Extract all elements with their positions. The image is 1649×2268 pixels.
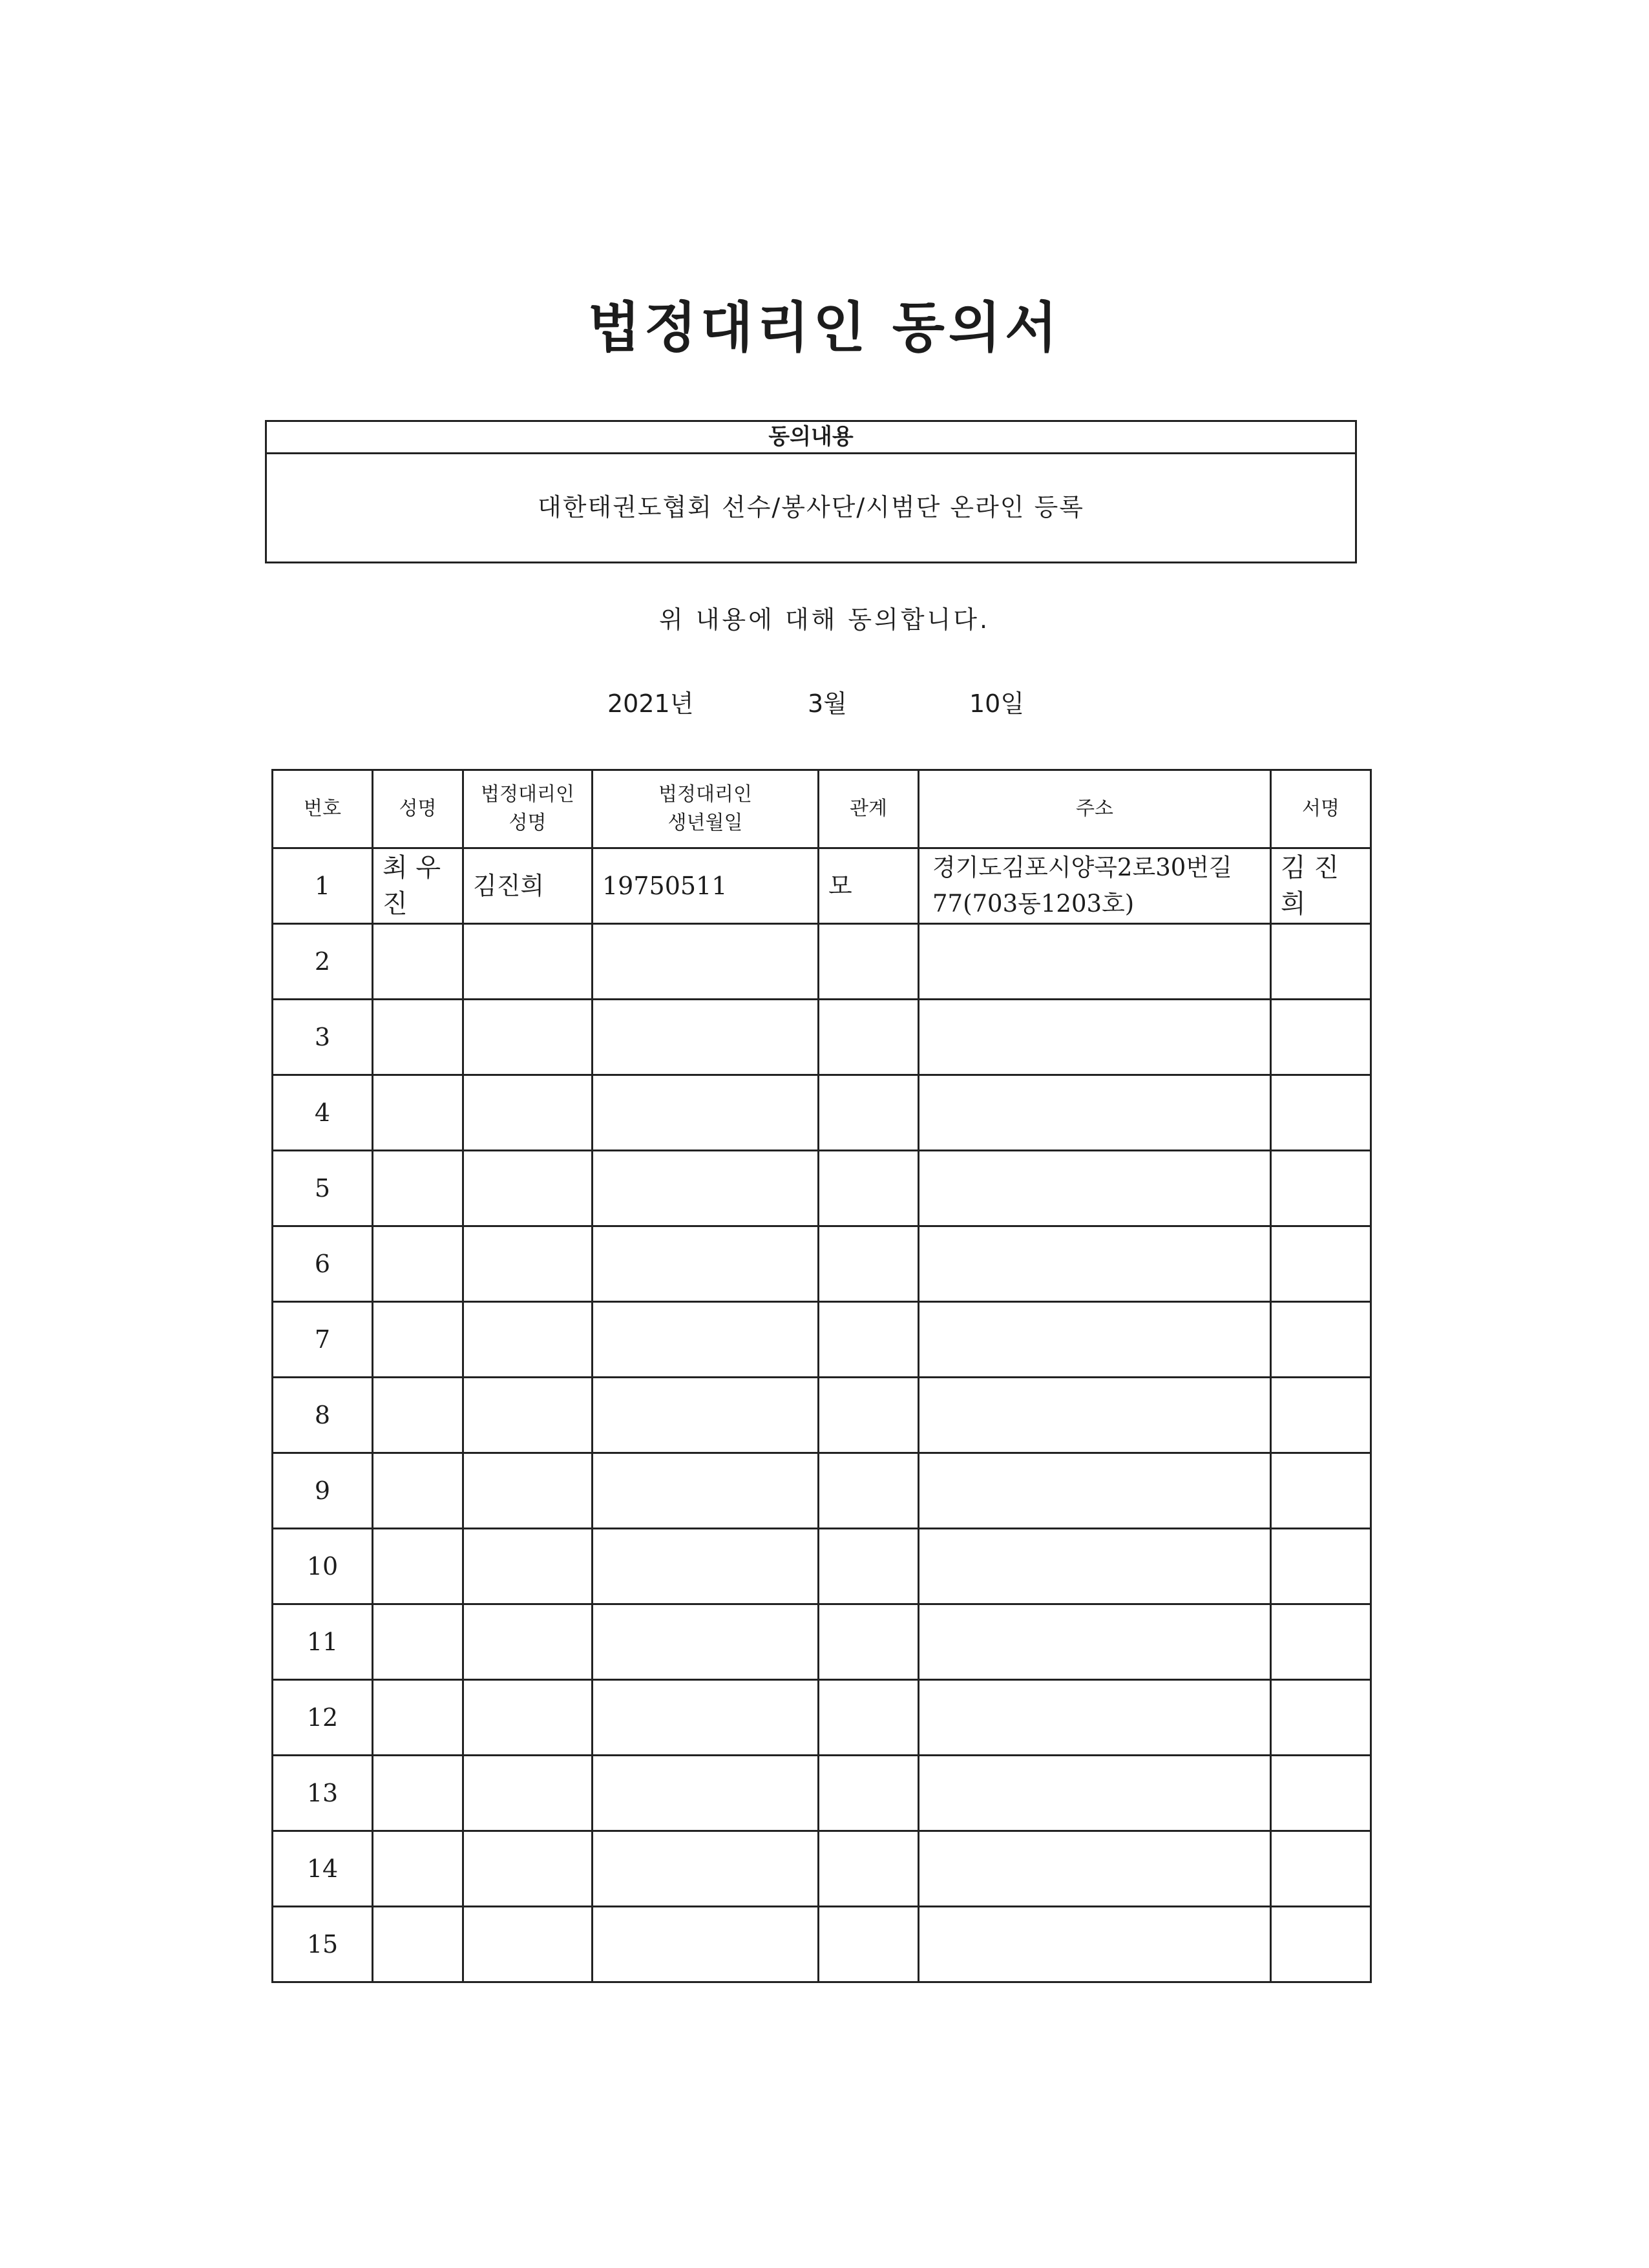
header-guardian-name: 법정대리인 성명 — [463, 770, 593, 848]
consent-content: 대한태권도협회 선수/봉사단/시범단 온라인 등록 — [537, 493, 1084, 521]
row-number: 1 — [273, 848, 373, 924]
row-name — [373, 1756, 463, 1831]
table-row — [273, 1756, 1371, 1831]
row-signature — [1271, 924, 1371, 1000]
row-address — [919, 1453, 1271, 1529]
row-signature — [1271, 1907, 1371, 1982]
table-row — [273, 1075, 1371, 1151]
row-name — [373, 1907, 463, 1982]
row-relation — [819, 1680, 919, 1756]
row-signature — [1271, 1302, 1371, 1378]
row-guardian-birth — [593, 1000, 819, 1075]
table-row — [273, 1453, 1371, 1529]
table-row — [273, 1604, 1371, 1680]
row-guardian-birth — [593, 1680, 819, 1756]
row-guardian-name — [463, 1756, 593, 1831]
row-name — [373, 1226, 463, 1302]
row-name — [373, 1378, 463, 1453]
row-signature — [1271, 1075, 1371, 1151]
row-signature — [1271, 1831, 1371, 1907]
row-guardian-birth — [593, 1378, 819, 1453]
row-number: 5 — [273, 1151, 373, 1226]
header-guardian-birth: 법정대리인 생년월일 — [593, 770, 819, 848]
date-day: 10일 — [969, 689, 1025, 718]
row-address — [919, 1000, 1271, 1075]
row-name — [373, 1453, 463, 1529]
row-name — [373, 1151, 463, 1226]
document-title: 법정대리인 동의서 — [587, 296, 1062, 359]
row-signature — [1271, 1604, 1371, 1680]
row-address — [919, 1302, 1271, 1378]
row-signature — [1271, 1000, 1371, 1075]
row-guardian-birth: 19750511 — [593, 848, 819, 924]
row-guardian-birth — [593, 1151, 819, 1226]
row-relation — [819, 1907, 919, 1982]
row-name — [373, 1075, 463, 1151]
row-signature — [1271, 1680, 1371, 1756]
row-signature: 김 진 희 — [1271, 848, 1371, 924]
date-month: 3월 — [808, 689, 847, 718]
row-guardian-birth — [593, 1756, 819, 1831]
table-row — [273, 1529, 1371, 1604]
row-number: 7 — [273, 1302, 373, 1378]
row-guardian-name: 김진희 — [463, 848, 593, 924]
table-row — [273, 1680, 1371, 1756]
row-signature — [1271, 1378, 1371, 1453]
row-relation — [819, 1831, 919, 1907]
row-address — [919, 1604, 1271, 1680]
row-relation — [819, 1378, 919, 1453]
table-row — [273, 1000, 1371, 1075]
row-address — [919, 1378, 1271, 1453]
row-guardian-name — [463, 1907, 593, 1982]
row-address — [919, 1756, 1271, 1831]
row-name — [373, 1000, 463, 1075]
row-guardian-name — [463, 1378, 593, 1453]
table-row — [273, 848, 1371, 924]
row-address — [919, 1075, 1271, 1151]
row-number: 14 — [273, 1831, 373, 1907]
consent-header: 동의내용 — [267, 422, 1355, 454]
row-name — [373, 1529, 463, 1604]
row-address — [919, 1151, 1271, 1226]
row-relation — [819, 1604, 919, 1680]
row-guardian-name — [463, 924, 593, 1000]
row-number: 4 — [273, 1075, 373, 1151]
row-number: 3 — [273, 1000, 373, 1075]
row-name — [373, 1302, 463, 1378]
row-relation — [819, 1529, 919, 1604]
header-address: 주소 — [919, 770, 1271, 848]
row-address — [919, 924, 1271, 1000]
header-name: 성명 — [373, 770, 463, 848]
row-signature — [1271, 1453, 1371, 1529]
row-guardian-birth — [593, 1302, 819, 1378]
row-signature — [1271, 1226, 1371, 1302]
row-guardian-name — [463, 1151, 593, 1226]
row-guardian-name — [463, 1075, 593, 1151]
row-guardian-birth — [593, 1907, 819, 1982]
row-address — [919, 1907, 1271, 1982]
row-number: 12 — [273, 1680, 373, 1756]
row-number: 15 — [273, 1907, 373, 1982]
table-header-row — [273, 770, 1371, 848]
row-relation — [819, 924, 919, 1000]
table-row — [273, 1831, 1371, 1907]
row-guardian-name — [463, 1453, 593, 1529]
header-relation: 관계 — [819, 770, 919, 848]
row-guardian-name — [463, 1226, 593, 1302]
table-row — [273, 1907, 1371, 1982]
row-guardian-name — [463, 1529, 593, 1604]
row-number: 2 — [273, 924, 373, 1000]
row-signature — [1271, 1756, 1371, 1831]
row-number: 8 — [273, 1378, 373, 1453]
table-row — [273, 1378, 1371, 1453]
row-guardian-birth — [593, 1529, 819, 1604]
consent-box — [265, 420, 1357, 563]
row-guardian-birth — [593, 1831, 819, 1907]
row-relation — [819, 1756, 919, 1831]
header-no: 번호 — [273, 770, 373, 848]
row-relation — [819, 1151, 919, 1226]
row-relation — [819, 1453, 919, 1529]
row-number: 13 — [273, 1756, 373, 1831]
row-guardian-name — [463, 1604, 593, 1680]
row-relation — [819, 1226, 919, 1302]
table-row — [273, 1302, 1371, 1378]
row-guardian-birth — [593, 1075, 819, 1151]
agreement-text: 위 내용에 대해 동의합니다. — [658, 605, 991, 634]
row-guardian-birth — [593, 924, 819, 1000]
table-row — [273, 1226, 1371, 1302]
table-row — [273, 924, 1371, 1000]
row-signature — [1271, 1529, 1371, 1604]
row-number: 6 — [273, 1226, 373, 1302]
row-address — [919, 1529, 1271, 1604]
registration-table — [271, 769, 1372, 1983]
row-number: 9 — [273, 1453, 373, 1529]
row-relation — [819, 1302, 919, 1378]
row-relation — [819, 1075, 919, 1151]
date-year: 2021년 — [607, 689, 694, 718]
row-number: 11 — [273, 1604, 373, 1680]
row-relation: 모 — [819, 848, 919, 924]
table-row — [273, 1151, 1371, 1226]
row-name: 최 우 진 — [373, 848, 463, 924]
row-guardian-birth — [593, 1226, 819, 1302]
row-guardian-birth — [593, 1453, 819, 1529]
row-name — [373, 1831, 463, 1907]
row-address — [919, 1831, 1271, 1907]
row-guardian-name — [463, 1302, 593, 1378]
row-guardian-birth — [593, 1604, 819, 1680]
row-address — [919, 1226, 1271, 1302]
row-name — [373, 924, 463, 1000]
header-signature: 서명 — [1271, 770, 1371, 848]
row-name — [373, 1680, 463, 1756]
row-guardian-name — [463, 1680, 593, 1756]
row-number: 10 — [273, 1529, 373, 1604]
row-name — [373, 1604, 463, 1680]
row-signature — [1271, 1151, 1371, 1226]
row-guardian-name — [463, 1831, 593, 1907]
row-address: 경기도김포시양곡2로30번길 77(703동1203호) — [919, 848, 1271, 924]
row-address — [919, 1680, 1271, 1756]
row-guardian-name — [463, 1000, 593, 1075]
row-relation — [819, 1000, 919, 1075]
